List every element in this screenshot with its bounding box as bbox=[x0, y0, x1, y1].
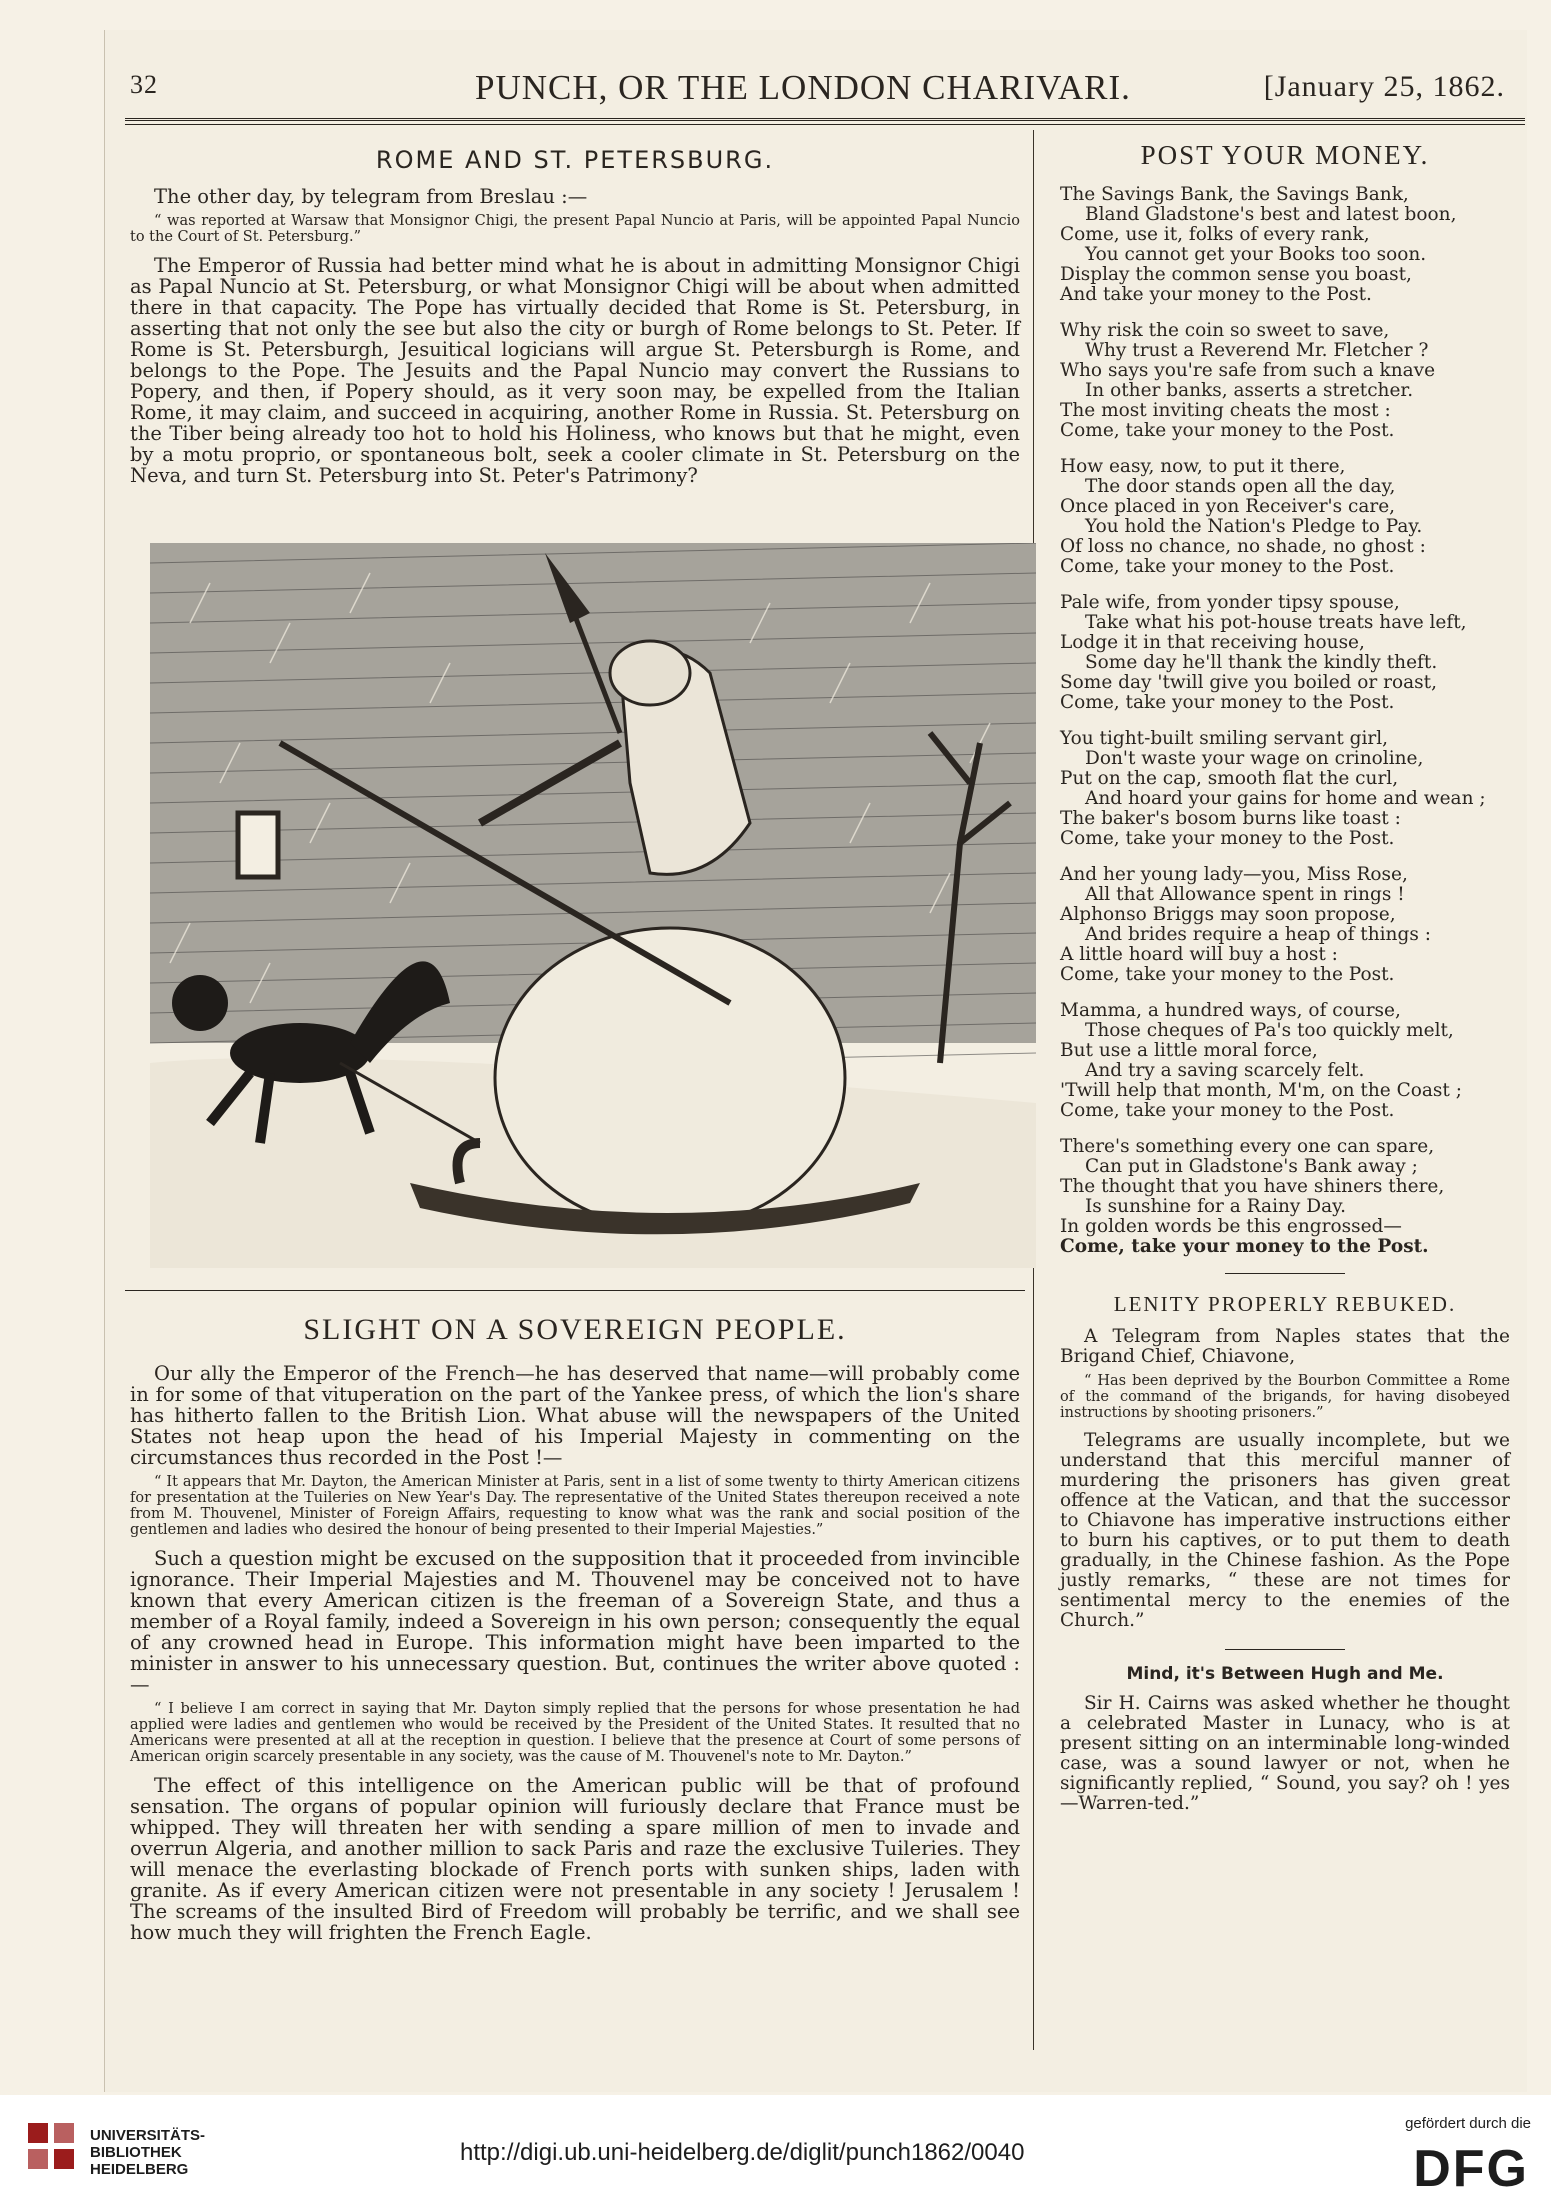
article-title-sovereign: SLIGHT ON A SOVEREIGN PEOPLE. bbox=[303, 1313, 847, 1346]
poem-line: Some day he'll thank the kindly theft. bbox=[1085, 652, 1438, 673]
section-rule bbox=[1225, 1649, 1345, 1650]
poem-line: Come, take your money to the Post. bbox=[1060, 1236, 1429, 1257]
source-link[interactable]: http://digi.ub.uni-heidelberg.de/diglit/punch1862/0040 bbox=[460, 2139, 1025, 2166]
poem-line: Come, take your money to the Post. bbox=[1060, 420, 1395, 441]
section-rule bbox=[125, 1290, 1025, 1291]
sovereign-quote-1: “ It appears that Mr. Dayton, the American Minister at Paris, sent in a list of some twenty to thirty American citizens for presentation at the Tuileries on New Year's Day. The representative of the United States thereupon received a note from M. Thouvenel, Minister of Foreign Affairs, requesting to know what was the rank and social position of the gentlemen and ladies who desired the honour of being presented to their Imperial Majesties.” bbox=[130, 1474, 1020, 1538]
poem-line: You hold the Nation's Pledge to Pay. bbox=[1085, 516, 1423, 537]
lantern-icon bbox=[238, 813, 278, 877]
dfg-logo: DFG bbox=[1413, 2140, 1529, 2198]
poem-line: All that Allowance spent in rings ! bbox=[1085, 884, 1405, 905]
poem-line: In golden words be this engrossed— bbox=[1060, 1216, 1402, 1237]
poem-line: Bland Gladstone's best and latest boon, bbox=[1085, 204, 1457, 225]
poem-line: The thought that you have shiners there, bbox=[1060, 1176, 1445, 1197]
poem-line: Come, use it, folks of every rank, bbox=[1060, 224, 1370, 245]
poem-line: Come, take your money to the Post. bbox=[1060, 964, 1395, 985]
header-rule bbox=[125, 118, 1525, 125]
poem-line: Come, take your money to the Post. bbox=[1060, 828, 1395, 849]
poem-line: There's something every one can spare, bbox=[1060, 1136, 1435, 1157]
poem-line: 'Twill help that month, M'm, on the Coast ; bbox=[1060, 1080, 1462, 1101]
poem-line: Who says you're safe from such a knave bbox=[1060, 360, 1436, 381]
poem-line: And hoard your gains for home and wean ; bbox=[1085, 788, 1486, 809]
mind-body: Sir H. Cairns was asked whether he thought a celebrated Master in Lunacy, who is at present sitting on an interminable long-winded case, was a sound lawyer or not, when he significantly replied, “ Sound, you say? oh ! yes—Warren-ted.” bbox=[1060, 1693, 1510, 1814]
poem-line: And take your money to the Post. bbox=[1060, 284, 1372, 305]
poem-line: You cannot get your Books too soon. bbox=[1085, 244, 1427, 265]
poem-line: Take what his pot-house treats have left, bbox=[1085, 612, 1467, 633]
library-logo-icon bbox=[22, 2117, 80, 2175]
poem-line: And try a saving scarcely felt. bbox=[1085, 1060, 1365, 1081]
cartoon-illustration bbox=[150, 543, 1036, 1268]
sovereign-quote-2: “ I believe I am correct in saying that Mr. Dayton simply replied that the persons for whose presentation he had applied were ladies and gentlemen who would be received by the President of the United States. It resulted that no Americans were presented at all at the reception in question. I believe that the presence at Court of some persons of American origin scarcely presentable in any society, was the cause of M. Thouvenel's note to Mr. Dayton.” bbox=[130, 1701, 1020, 1765]
left-column bbox=[130, 140, 1020, 486]
poem-line: Pale wife, from yonder tipsy spouse, bbox=[1060, 592, 1400, 613]
poem-line: How easy, now, to put it there, bbox=[1060, 456, 1346, 477]
rome-intro: The other day, by telegram from Breslau :— bbox=[154, 185, 588, 208]
lenity-intro: A Telegram from Naples states that the Brigand Chief, Chiavone, bbox=[1060, 1326, 1510, 1367]
sovereign-p3: The effect of this intelligence on the American public will be that of profound sensation. The organs of popular opinion will furiously declare that France must be whipped. They will threaten her with sending a spare million of men to invade and overrun Algeria, and another million to sack Paris and raze the exclusive Tuileries. They will menace the everlasting blockade of French ports with sunken ships, laden with granite. As if every American citizen were not presentable in any society ! Jerusalem ! The screams of the insulted Bird of Freedom will probably be terrific, and we shall see how much they will frighten the French Eagle. bbox=[130, 1774, 1020, 1944]
poem-stanza bbox=[1060, 457, 1510, 577]
section-rule bbox=[1225, 1273, 1345, 1274]
digitization-footer bbox=[0, 2095, 1551, 2203]
poem-stanza bbox=[1060, 1001, 1510, 1121]
poem-line: Of loss no chance, no shade, no ghost : bbox=[1060, 536, 1426, 557]
poem-line: Why trust a Reverend Mr. Fletcher ? bbox=[1085, 340, 1429, 361]
poem-stanza bbox=[1060, 729, 1510, 849]
poem-line: Come, take your money to the Post. bbox=[1060, 556, 1395, 577]
poem-stanza bbox=[1060, 185, 1510, 305]
poem-line: The door stands open all the day, bbox=[1085, 476, 1396, 497]
article-title-mind: Mind, it's Between Hugh and Me. bbox=[1126, 1664, 1444, 1684]
poem-line: And her young lady—you, Miss Rose, bbox=[1060, 864, 1408, 885]
library-name: UNIVERSITÄTS- BIBLIOTHEK HEIDELBERG bbox=[90, 2127, 206, 2178]
left-column-lower bbox=[130, 1290, 1020, 1943]
poem-stanza bbox=[1060, 321, 1510, 441]
page-number: 32 bbox=[130, 70, 158, 99]
rome-body: The Emperor of Russia had better mind what he is about in admitting Monsignor Chigi as Papal Nuncio at St. Petersburg, or what Monsignor Chigi will be about when admitted there in that capacity. The Pope has virtually decided that Rome is St. Petersburg, in asserting that not only the see but also the city or burgh of Rome belongs to St. Peter. If Rome is St. Petersburgh, Jesuitical logicians will argue St. Petersburgh is Rome, and belongs to the Pope. The Jesuits and the Papal Nuncio may convert the Russians to Popery, and then, if Popery should, as it very soon may, be expelled from the Italian Rome, it may claim, and succeed in acquiring, another Rome in Russia. St. Petersburg on the Tiber being already too hot to hold his Holiness, who knows but that he might, even by a motu proprio, or spontaneous bolt, seek a cooler climate in St. Petersburg on the Neva, and turn St. Petersburg into St. Peter's Patrimony? bbox=[130, 254, 1020, 487]
poem-line: You tight-built smiling servant girl, bbox=[1060, 728, 1389, 749]
poem-line: Mamma, a hundred ways, of course, bbox=[1060, 1000, 1401, 1021]
lenity-quote: “ Has been deprived by the Bourbon Committee a Rome of the command of the brigands, for having disobeyed instructions by shooting prisoners.” bbox=[1060, 1373, 1510, 1421]
article-title-lenity: LENITY PROPERLY REBUKED. bbox=[1113, 1292, 1457, 1316]
poem-body bbox=[1060, 185, 1510, 1257]
poem-stanza bbox=[1060, 1137, 1510, 1257]
poem-line: Can put in Gladstone's Bank away ; bbox=[1085, 1156, 1418, 1177]
poem-line: Once placed in yon Receiver's care, bbox=[1060, 496, 1396, 517]
poem-line: Come, take your money to the Post. bbox=[1060, 692, 1395, 713]
poem-line: Is sunshine for a Rainy Day. bbox=[1085, 1196, 1346, 1217]
poem-line: And brides require a heap of things : bbox=[1085, 924, 1431, 945]
poem-line: The most inviting cheats the most : bbox=[1060, 400, 1391, 421]
poem-line: Display the common sense you boast, bbox=[1060, 264, 1412, 285]
poem-line: Put on the cap, smooth flat the curl, bbox=[1060, 768, 1399, 789]
poem-line: In other banks, asserts a stretcher. bbox=[1085, 380, 1414, 401]
poem-line: Why risk the coin so sweet to save, bbox=[1060, 320, 1390, 341]
poem-line: Lodge it in that receiving house, bbox=[1060, 632, 1365, 653]
poem-line: The baker's bosom burns like toast : bbox=[1060, 808, 1401, 829]
poem-line: A little hoard will buy a host : bbox=[1060, 944, 1338, 965]
sovereign-p1: Our ally the Emperor of the French—he has deserved that name—will probably come in for some of that vituperation on the part of the Yankee press, of which the lion's share has hitherto fallen to the British Lion. What abuse will the newspapers of the United States not heap upon the head of his Imperial Majesty in commenting on the circumstances thus recorded in the Post !— bbox=[130, 1362, 1020, 1469]
poem-line: Those cheques of Pa's too quickly melt, bbox=[1085, 1020, 1454, 1041]
publication-title: PUNCH, OR THE LONDON CHARIVARI. bbox=[475, 68, 1131, 107]
poem-line: But use a little moral force, bbox=[1060, 1040, 1318, 1061]
poem-line: The Savings Bank, the Savings Bank, bbox=[1060, 184, 1409, 205]
poem-line: Come, take your money to the Post. bbox=[1060, 1100, 1395, 1121]
poem-stanza bbox=[1060, 593, 1510, 713]
right-column bbox=[1060, 140, 1510, 1814]
poem-line: Don't waste your wage on crinoline, bbox=[1085, 748, 1424, 769]
poem-line: Some day 'twill give you boiled or roast, bbox=[1060, 672, 1437, 693]
page-header bbox=[130, 62, 1525, 112]
lenity-body: Telegrams are usually incomplete, but we understand that this merciful manner of murdering the prisoners has given great offence at the Vatican, and that the successor to Chiavone has imperative instructions either to burn his captives, or to put them to death gradually, in the Chinese fashion. As the Pope justly remarks, “ these are not times for sentimental mercy to the enemies of the Church.” bbox=[1060, 1430, 1510, 1631]
funding-caption: gefördert durch die bbox=[1405, 2115, 1531, 2132]
sovereign-p2: Such a question might be excused on the supposition that it proceeded from invincible ignorance. Their Imperial Majesties and M. Thouvenel may be conceived not to have known that every American citizen is the freeman of a Sovereign State, and thus a member of a Royal family, indeed a Sovereign in his own person; consequently the equal of any crowned head in Europe. This information might have been imparted to the minister in answer to his unnecessary question. But, continues the writer above quoted :— bbox=[130, 1547, 1020, 1696]
rome-quote: “ was reported at Warsaw that Monsignor Chigi, the present Papal Nuncio at Paris, will be appointed Papal Nuncio to the Court of St. Petersburg.” bbox=[130, 213, 1020, 245]
poem-line: Alphonso Briggs may soon propose, bbox=[1060, 904, 1396, 925]
poem-title: POST YOUR MONEY. bbox=[1140, 140, 1430, 170]
article-title-rome: ROME AND ST. PETERSBURG. bbox=[375, 146, 775, 174]
poem-stanza bbox=[1060, 865, 1510, 985]
issue-date: [January 25, 1862. bbox=[1263, 70, 1505, 103]
